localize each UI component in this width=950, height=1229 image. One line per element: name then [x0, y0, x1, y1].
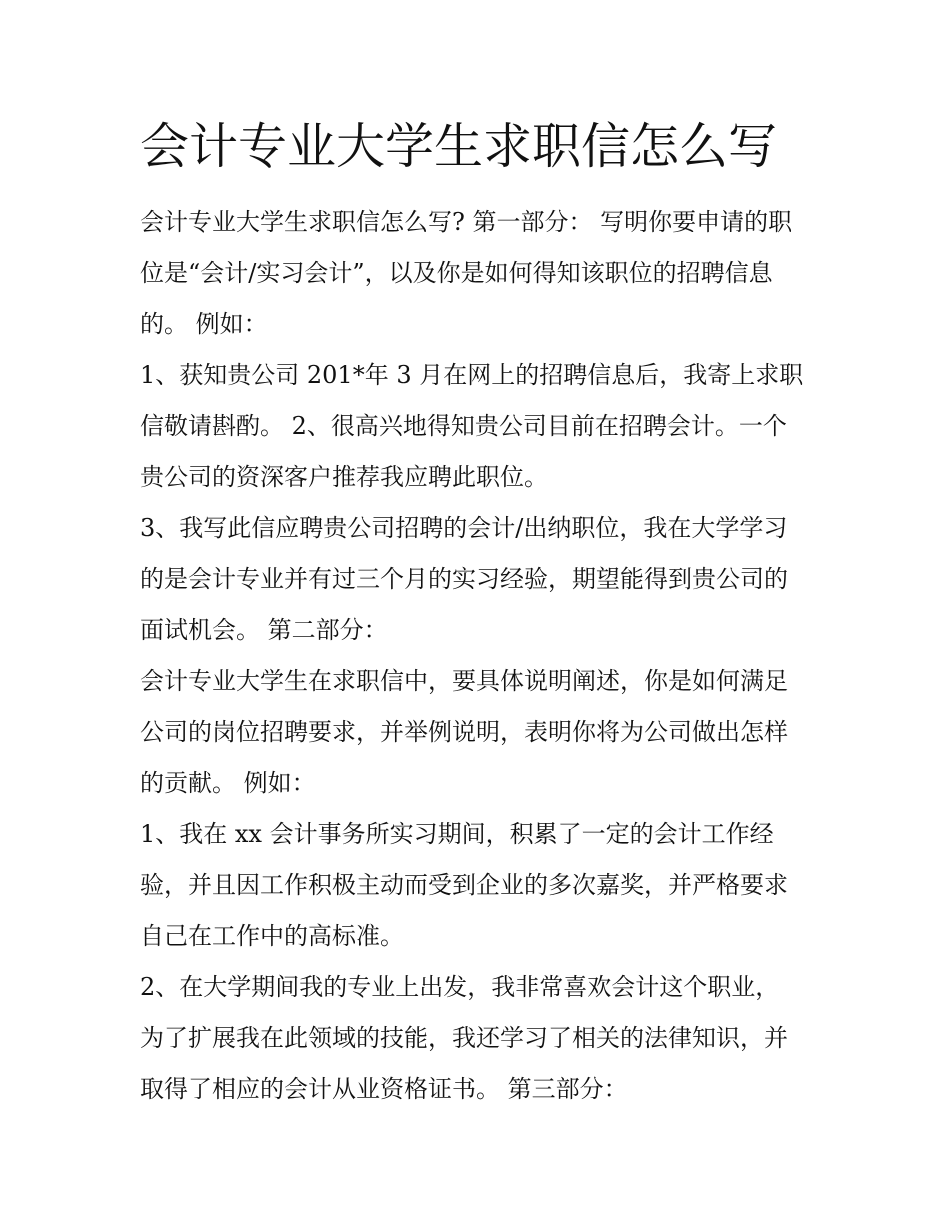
- text-line: 信敬请斟酌。 2、很高兴地得知贵公司目前在招聘会计。一个: [140, 412, 787, 440]
- paragraph-3: [140, 506, 820, 659]
- paragraph-6: [140, 965, 820, 1118]
- text-line: 自己在工作中的高标准。: [140, 922, 404, 950]
- text-line: 会计专业大学生求职信怎么写? 第一部分： 写明你要申请的职: [140, 208, 793, 236]
- text-line: 取得了相应的会计从业资格证书。 第三部分：: [140, 1075, 628, 1103]
- text-line: 的贡献。 例如：: [140, 769, 316, 797]
- paragraph-4: [140, 659, 820, 812]
- document-body: [140, 200, 820, 1118]
- page-title: 会计专业大学生求职信怎么写: [140, 118, 778, 175]
- text-line: 位是“会计/实习会计”，以及你是如何得知该职位的招聘信息: [140, 259, 773, 287]
- text-line: 1、我在 xx 会计事务所实习期间，积累了一定的会计工作经: [140, 820, 774, 848]
- text-line: 为了扩展我在此领域的技能，我还学习了相关的法律知识，并: [140, 1024, 788, 1052]
- text-line: 3、我写此信应聘贵公司招聘的会计/出纳职位，我在大学学习: [140, 514, 788, 542]
- text-line: 验，并且因工作积极主动而受到企业的多次嘉奖，并严格要求: [140, 871, 788, 899]
- text-line: 面试机会。 第二部分：: [140, 616, 388, 644]
- text-line: 会计专业大学生在求职信中，要具体说明阐述，你是如何满足: [140, 667, 788, 695]
- paragraph-2: [140, 353, 820, 506]
- text-line: 的。 例如：: [140, 310, 268, 338]
- text-line: 1、获知贵公司 201*年 3 月在网上的招聘信息后，我寄上求职: [140, 361, 804, 389]
- text-line: 的是会计专业并有过三个月的实习经验，期望能得到贵公司的: [140, 565, 788, 593]
- text-line: 公司的岗位招聘要求，并举例说明，表明你将为公司做出怎样: [140, 718, 788, 746]
- paragraph-1: [140, 200, 820, 353]
- text-line: 2、在大学期间我的专业上出发，我非常喜欢会计这个职业，: [140, 973, 780, 1001]
- paragraph-5: [140, 812, 820, 965]
- text-line: 贵公司的资深客户推荐我应聘此职位。: [140, 463, 548, 491]
